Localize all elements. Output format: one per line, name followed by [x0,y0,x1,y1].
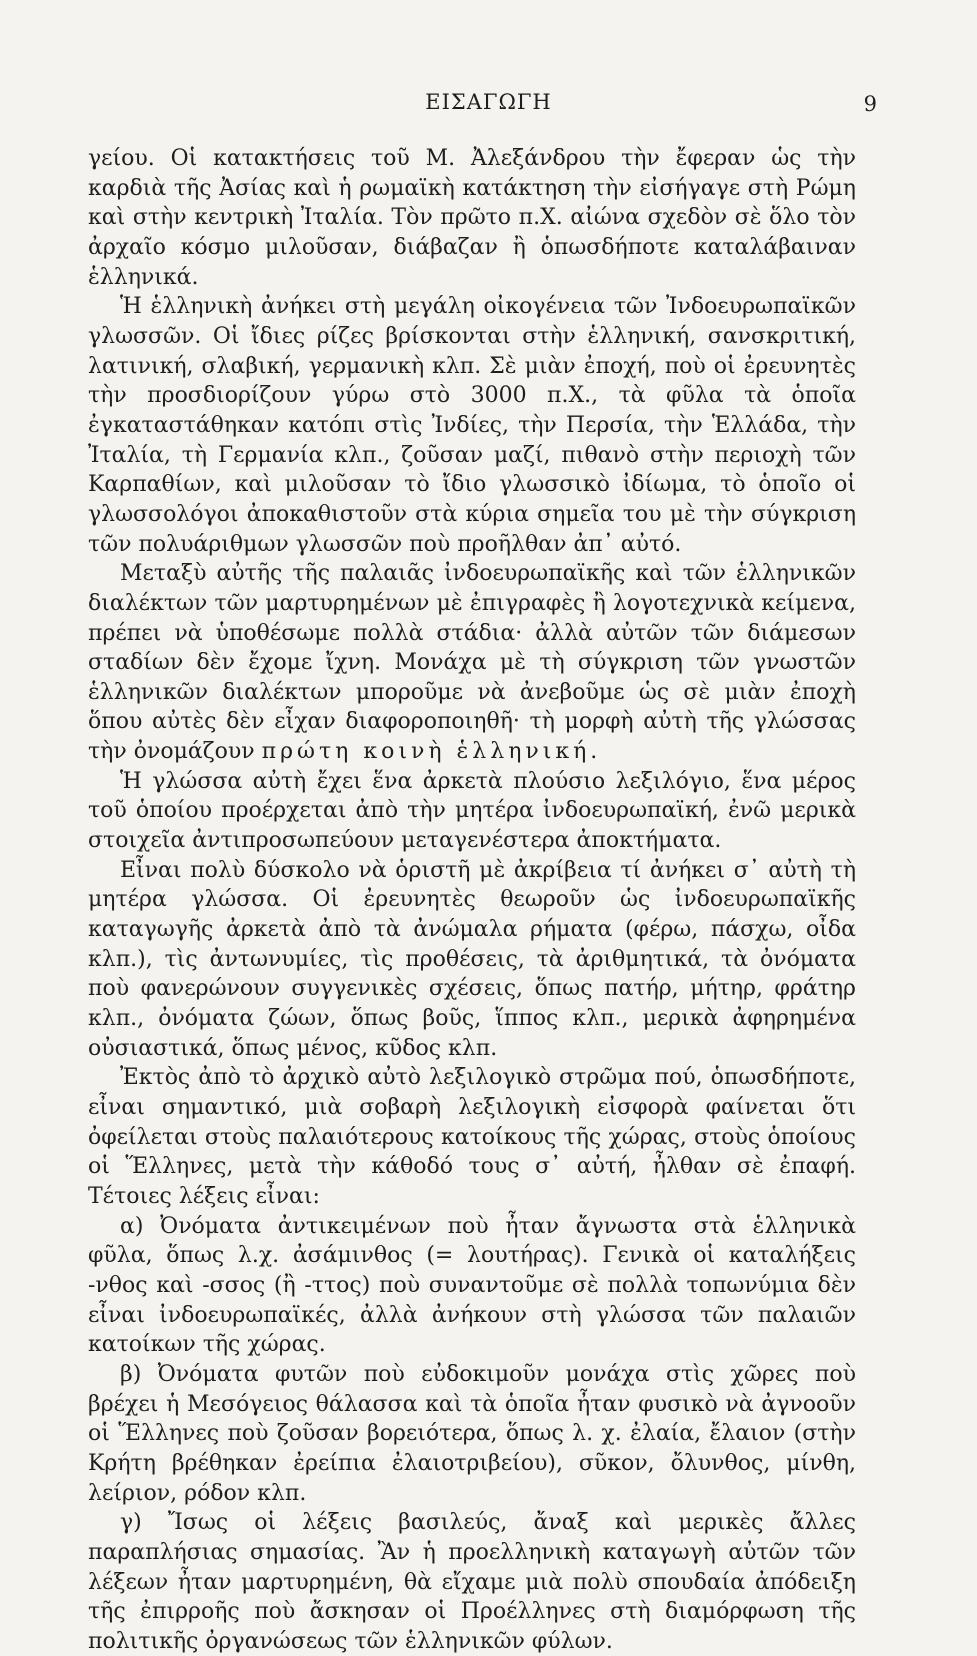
running-title: ΕΙΣΑΓΩΓΗ [425,90,552,114]
paragraph: Ἡ γλώσσα αὐτὴ ἔχει ἕνα ἀρκετὰ πλούσιο λεξιλόγιο, ἕνα μέρος τοῦ ὁποίου προέρχεται ἀπὸ τὴν μητέρα ἰνδοευρωπαϊκή, ἐνῶ μερικὰ στοιχεῖα ἀντιπροσωπεύουν μεταγενέστερα ἀποκτήματα. [88,768,856,854]
spaced-term: πρώτη κοινὴ ἑλληνική. [261,739,602,765]
page-number: 9 [863,92,877,116]
paragraph: Ἡ ἑλληνικὴ ἀνήκει στὴ μεγάλη οἰκογένεια τῶν Ἰνδοευρωπαϊκῶν γλωσσῶν. Οἱ ἴδιες ρίζες βρίσκονται στὴν ἑλληνική, σανσκριτική, λατινική, σλαβική, γερμανικὴ κλπ. Σὲ μιὰν ἐποχή, ποὺ οἱ ἐρευνητὲς τὴν προσδιορίζουν γύρω στὸ 3000 π.Χ., τὰ φῦλα τὰ ὁποῖα ἐγκαταστάθηκαν κατόπι στὶς Ἰνδίες, τὴν Περσία, τὴν Ἑλλάδα, τὴν Ἰταλία, τὴ Γερμανία κλπ., ζοῦσαν μαζί, πιθανὸ στὴν περιοχὴ τῶν Καρπαθίων, καὶ μιλοῦσαν τὸ ἴδιο γλωσσικὸ ἰδίωμα, τὸ ὁποῖο οἱ γλωσσολόγοι ἀποκαθιστοῦν στὰ κύρια σημεῖα του μὲ τὴν σύγκριση τῶν πολυάριθμων γλωσσῶν ποὺ προῆλθαν ἀπ᾽ αὐτό. [88,294,856,557]
paragraph: Ἐκτὸς ἀπὸ τὸ ἀρχικὸ αὐτὸ λεξιλογικὸ στρῶμα πού, ὁπωσδήποτε, εἶναι σημαντικό, μιὰ σοβαρὴ λεξιλογικὴ εἰσφορὰ φαίνεται ὅτι ὀφείλεται στοὺς παλαιότερους κατοίκους τῆς χώρας, στοὺς ὁποίους οἱ Ἕλληνες, μετὰ τὴν κάθοδό τους σ᾽ αὐτή, ἦλθαν σὲ ἐπαφή. Τέτοιες λέξεις εἶναι: [88,1065,856,1209]
page-body [88,144,856,1656]
paragraph: γείου. Οἱ κατακτήσεις τοῦ Μ. Ἀλεξάνδρου τὴν ἔφεραν ὡς τὴν καρδιὰ τῆς Ἀσίας καὶ ἡ ρωμαϊκὴ κατάκτηση τὴν εἰσήγαγε στὴ Ρώμη καὶ στὴν κεντρικὴ Ἰταλία. Τὸν πρῶτο π.Χ. αἰώνα σχεδὸν σὲ ὅλο τὸν ἀρχαῖο κόσμο μιλοῦσαν, διάβαζαν ἢ ὁπωσδήποτε καταλάβαιναν ἑλληνικά. [88,146,856,290]
list-item-c: γ) Ἴσως οἱ λέξεις βασιλεύς, ἄναξ καὶ μερικὲς ἄλλες παραπλήσιας σημασίας. Ἂν ἡ προελληνικὴ καταγωγὴ αὐτῶν τῶν λέξεων ἦταν μαρτυρημένη, θὰ εἴχαμε μιὰ πολὺ σπουδαία ἀπόδειξη τῆς ἐπιρροῆς ποὺ ἄσκησαν οἱ Προέλληνες στὴ διαμόρφωση τῆς πολιτικῆς ὀργανώσεως τῶν ἑλληνικῶν φύλων. [88,1510,856,1654]
paragraph-text: Μεταξὺ αὐτῆς τῆς παλαιᾶς ἰνδοευρωπαϊκῆς καὶ τῶν ἑλληνικῶν διαλέκτων τῶν μαρτυρημένων μὲ ἐπιγραφὲς ἢ λογοτεχνικὰ κείμενα, πρέπει νὰ ὑποθέσωμε πολλὰ στάδια· ἀλλὰ αὐτῶν τῶν διάμεσων σταδίων δὲν ἔχομε ἴχνη. Μονάχα μὲ τὴ σύγκριση τῶν γνωστῶν ἑλληνικῶν διαλέκτων μποροῦμε νὰ ἀνεβοῦμε ὡς σὲ μιὰν ἐποχὴ ὅπου αὐτὲς δὲν εἶχαν διαφοροποιηθῆ· τὴ μορφὴ αὐτὴ τῆς γλώσσας τὴν ὀνομάζουν [88,561,856,765]
list-item-a: α) Ὀνόματα ἀντικειμένων ποὺ ἦταν ἄγνωστα στὰ ἑλληνικὰ φῦλα, ὅπως λ.χ. ἀσάμινθος (= λουτήρας). Γενικὰ οἱ καταλήξεις -νθος καὶ -σσος (ἢ -ττος) ποὺ συναντοῦμε σὲ πολλὰ τοπωνύμια δὲν εἶναι ἰνδοευρωπαϊκές, ἀλλὰ ἀνήκουν στὴ γλώσσα τῶν παλαιῶν κατοίκων τῆς χώρας. [88,1213,856,1358]
page-header [0,88,977,122]
list-item-b: β) Ὀνόματα φυτῶν ποὺ εὐδοκιμοῦν μονάχα στὶς χῶρες ποὺ βρέχει ἡ Μεσόγειος θάλασσα καὶ τὰ ὁποῖα ἦταν φυσικὸ νὰ ἀγνοοῦν οἱ Ἕλληνες ποὺ ζοῦσαν βορειότερα, ὅπως λ. χ. ἐλαία, ἔλαιον (στὴν Κρήτη βρέθηκαν ἐρείπια ἐλαιοτριβείου), σῦκον, ὄλυνθος, μίνθη, λείριον, ρόδον κλπ. [88,1361,856,1506]
paragraph [88,559,856,767]
paragraph: Εἶναι πολὺ δύσκολο νὰ ὁριστῆ μὲ ἀκρίβεια τί ἀνήκει σ᾽ αὐτὴ τὴ μητέρα γλώσσα. Οἱ ἐρευνητὲς θεωροῦν ὡς ἰνδοευρωπαϊκῆς καταγωγῆς ἀρκετὰ ἀπὸ τὰ ἀνώμαλα ρήματα (φέρω, πάσχω, οἶδα κλπ.), τὶς ἀντωνυμίες, τὶς προθέσεις, τὰ ἀριθμητικά, τὰ ὀνόματα ποὺ φανερώνουν συγγενικὲς σχέσεις, ὅπως πατήρ, μήτηρ, φράτηρ κλπ., ὀνόματα ζώων, ὅπως βοῦς, ἵππος κλπ., μερικὰ ἀφηρημένα οὐσιαστικά, ὅπως μένος, κῦδος κλπ. [88,857,856,1061]
